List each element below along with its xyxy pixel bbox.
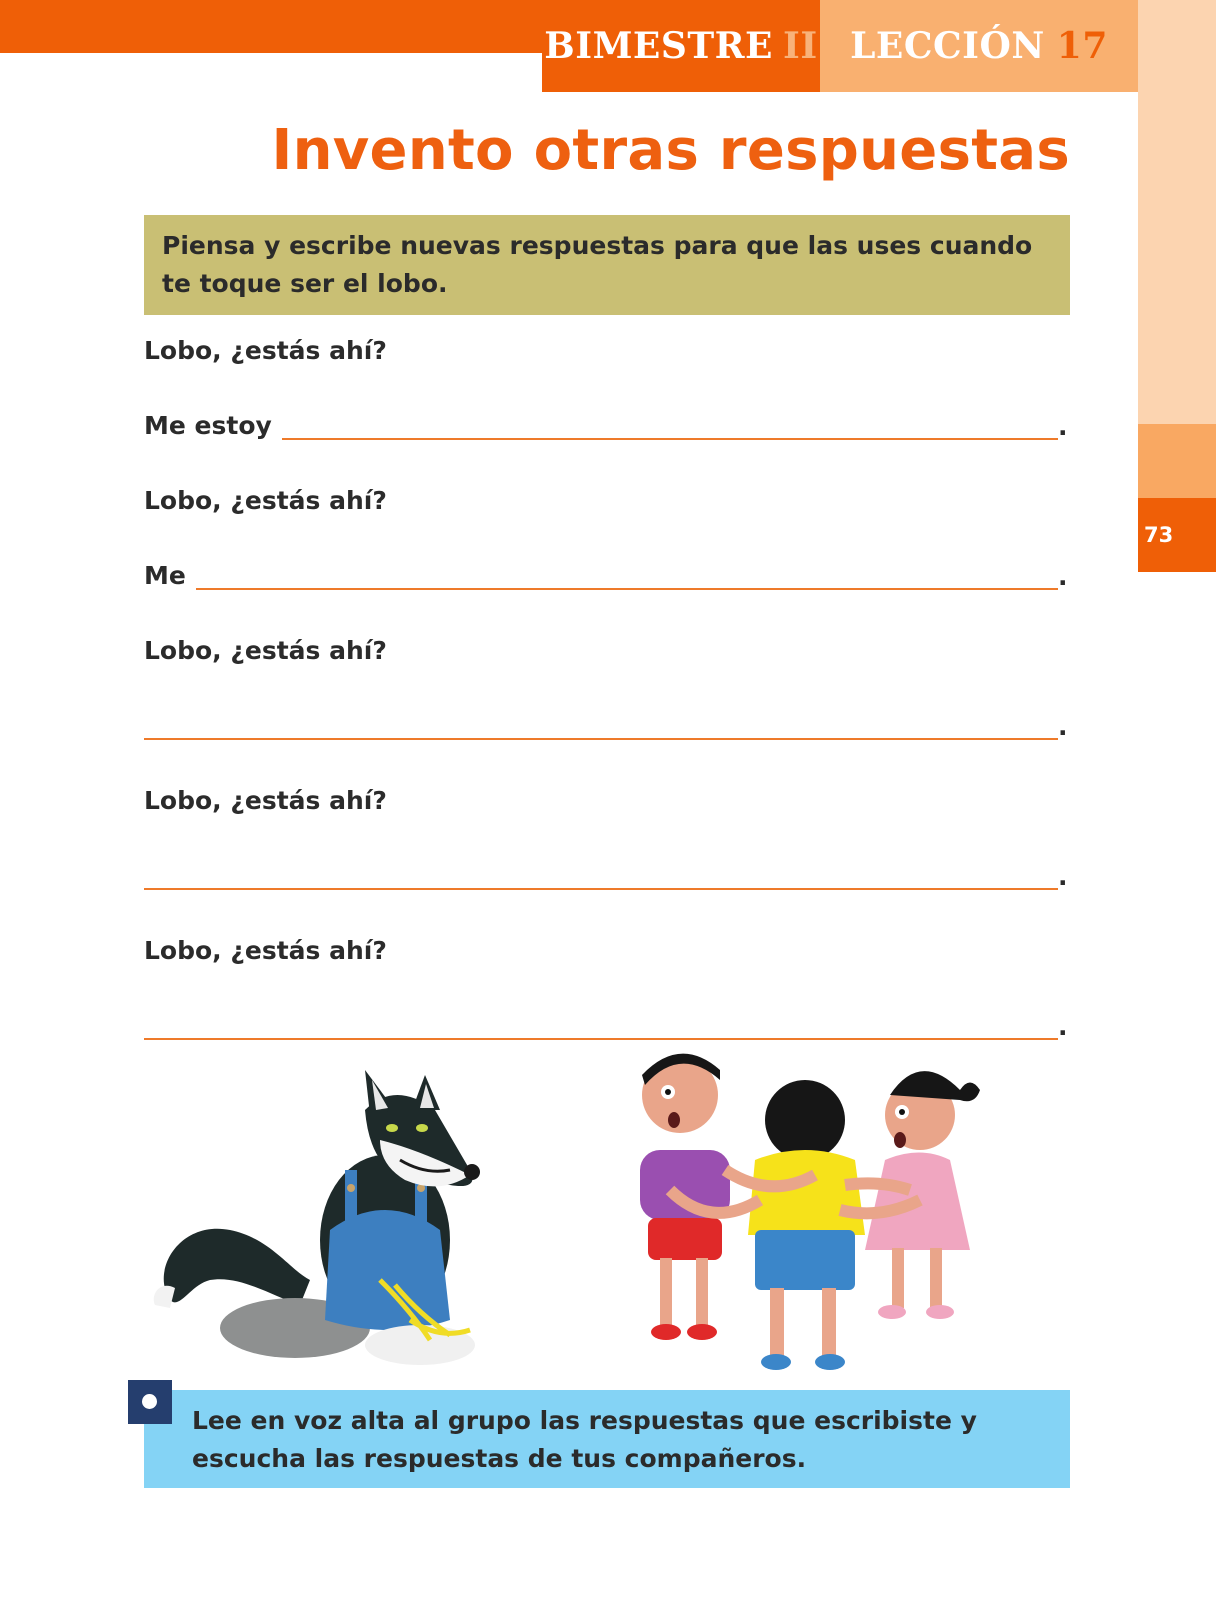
bullet-icon: [128, 1380, 172, 1424]
answer-line[interactable]: [144, 858, 1058, 890]
answer-period: .: [1058, 412, 1068, 441]
answer-prefix: Me estoy: [144, 411, 272, 440]
leccion-label: [820, 0, 1138, 92]
answer-prefix: Me: [144, 561, 186, 590]
answer-row-5[interactable]: [144, 1000, 1068, 1040]
answer-line[interactable]: [282, 408, 1058, 440]
side-tab-band-mid: [1138, 424, 1216, 498]
answer-row-4[interactable]: [144, 850, 1068, 890]
answer-period: .: [1058, 862, 1068, 891]
children-illustration: [630, 1050, 1010, 1380]
answer-row-2[interactable]: [144, 550, 1068, 590]
bimestre-number: II: [783, 25, 818, 67]
page-number: 73: [1138, 498, 1216, 572]
answer-period: .: [1058, 712, 1068, 741]
answer-row-1[interactable]: [144, 400, 1068, 440]
leccion-number: 17: [1056, 25, 1108, 67]
leccion-text: LECCIÓN: [850, 25, 1045, 67]
activity-box: Lee en voz alta al grupo las respuestas que escribiste y escucha las respuestas de tus compañeros.: [144, 1390, 1070, 1488]
side-tab-band: [1138, 0, 1216, 424]
answer-period: .: [1058, 562, 1068, 591]
page-title: Invento otras respuestas: [271, 118, 1070, 183]
answer-line[interactable]: [196, 558, 1058, 590]
instruction-box: Piensa y escribe nuevas respuestas para que las uses cuando te toque ser el lobo.: [144, 215, 1070, 315]
question-5: Lobo, ¿estás ahí?: [144, 936, 387, 965]
question-1: Lobo, ¿estás ahí?: [144, 336, 387, 365]
question-3: Lobo, ¿estás ahí?: [144, 636, 387, 665]
wolf-illustration: [150, 1070, 520, 1380]
answer-period: .: [1058, 1012, 1068, 1041]
bimestre-text: BIMESTRE: [544, 25, 773, 67]
question-4: Lobo, ¿estás ahí?: [144, 786, 387, 815]
answer-row-3[interactable]: [144, 700, 1068, 740]
bimestre-label: [542, 0, 820, 92]
bullet-dot: [142, 1394, 157, 1409]
answer-line[interactable]: [144, 708, 1058, 740]
question-2: Lobo, ¿estás ahí?: [144, 486, 387, 515]
answer-line[interactable]: [144, 1008, 1058, 1040]
